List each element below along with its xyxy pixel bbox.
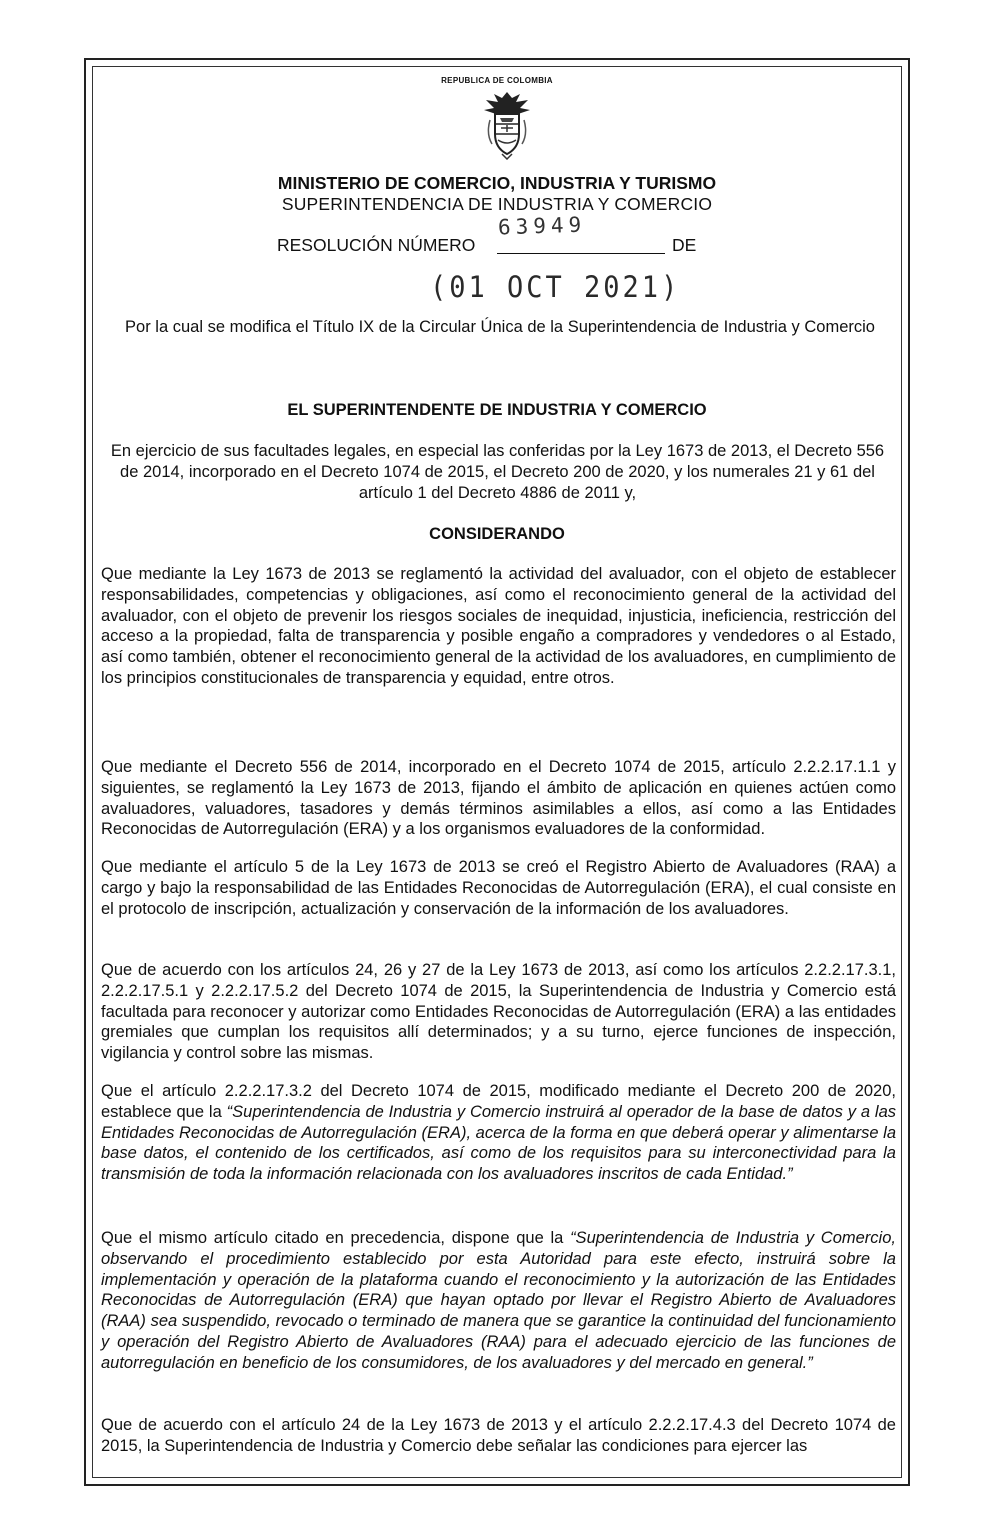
legal-basis: En ejercicio de sus facultades legales, en especial las conferidas por la Ley 1673 de 2013, el Decreto 556 de 2014, incorporado en el Decreto 1074 de 2015, el Decreto 200 de 2020, y los numerales 21 y 61 del artículo 1 del Decreto 4886 de 2011 y, [110, 442, 885, 502]
paragraph-6-intro: Que el mismo artículo citado en precedencia, dispone que la [101, 1229, 571, 1247]
country-heading: REPUBLICA DE COLOMBIA [441, 76, 553, 85]
considering-paragraph-7: Que de acuerdo con el artículo 24 de la Ley 1673 de 2013 y el artículo 2.2.2.17.4.3 del Decreto 1074 de 2015, la Superintendencia de Industria y Comercio debe señalar las condiciones para ejercer las [101, 1416, 896, 1455]
resolution-subject: Por la cual se modifica el Título IX de la Circular Única de la Superintendencia de Industria y Comercio [125, 318, 875, 336]
resolution-label: RESOLUCIÓN NÚMERO [277, 235, 476, 255]
considering-heading: CONSIDERANDO [429, 525, 565, 543]
coat-of-arms-icon [480, 90, 534, 160]
paragraph-5-quote: “Superintendencia de Industria y Comercio instruirá al operador de la base de datos y a las Entidades Reconocidas de Autorregulación (ERA), acerca de la forma en que deberá operar y alimentarse la base datos, el contenido de los certificados, así como de los requisitos para su interconectividad para la transmisión de toda la información relacionada con los avaluadores inscritos de cada Entidad.” [101, 1102, 896, 1184]
de-label: DE [672, 235, 697, 255]
authority-title: EL SUPERINTENDENTE DE INDUSTRIA Y COMERCIO [287, 401, 707, 419]
considering-paragraph-5 [101, 1081, 896, 1185]
considering-paragraph-3: Que mediante el artículo 5 de la Ley 1673 de 2013 se creó el Registro Abierto de Avaluadores (RAA) a cargo y bajo la responsabilidad de las Entidades Reconocidas de Autorregulación (ERA), el cual consiste en el protocolo de inscripción, actualización y conservación de la información de los avaluadores. [101, 858, 896, 918]
resolution-number-line [497, 253, 665, 254]
agency-name: SUPERINTENDENCIA DE INDUSTRIA Y COMERCIO [281, 194, 713, 214]
considering-paragraph-4: Que de acuerdo con los artículos 24, 26 y 27 de la Ley 1673 de 2013, así como los artículos 2.2.2.17.3.1, 2.2.2.17.5.1 y 2.2.2.17.5.2 del Decreto 1074 de 2015, la Superintendencia de Industria y Comercio está facultada para reconocer y autorizar como Entidades Reconocidas de Autorregulación (ERA) a las entidades gremiales que cumplan los requisitos allí determinados; y a su turno, ejerce funciones de inspección, vigilancia y control sobre las mismas. [101, 961, 896, 1063]
resolution-number-stamp: 63949 [497, 212, 587, 240]
considering-paragraph-2: Que mediante el Decreto 556 de 2014, incorporado en el Decreto 1074 de 2015, artículo 2.2.2.17.1.1 y siguientes, se reglamentó la Ley 1673 de 2013, fijando el ámbito de aplicación en quienes actúen como avaluadores, valuadores, tasadores y demás términos asimilables a ellos, así como a las Entidades Reconocidas de Autorregulación (ERA) y a los organismos evaluadores de la conformidad. [101, 758, 896, 839]
considering-paragraph-1: Que mediante la Ley 1673 de 2013 se reglamentó la actividad del avaluador, con el objeto de establecer responsabilidades, competencias y obligaciones, así como el reconocimiento general de la actividad del avaluador, con el objeto de prevenir los riesgos sociales de inequidad, injusticia, ineficiencia, restricción del acceso a la propiedad, falta de transparencia y posible engaño a compradores y vendedores o al Estado, así como también, obtener el reconocimiento general de la actividad de los avaluadores, en cumplimiento de los principios constitucionales de transparencia y equidad, entre otros. [101, 565, 896, 687]
paragraph-6-quote: “Superintendencia de Industria y Comercio, observando el procedimiento establecido por esta Autoridad para este efecto, instruirá sobre la implementación y operación de la plataforma cuando el reconocimiento y la autorización de las Entidades Reconocidas de Autorregulación (ERA) que hayan optado por llevar el Registro Abierto de Avaluadores (RAA) sea suspendido, revocado o terminado de manera que se garantice la continuidad del funcionamiento y operación del Registro Abierto de Avaluadores (RAA) para el adecuado ejercicio de las funciones de autorregulación en beneficio de los consumidores, de los avaluadores y del mercado en general.” [101, 1229, 896, 1372]
paragraph-5-intro: Que el artículo 2.2.2.17.3.2 del Decreto 1074 de 2015, modificado mediante el Decreto 200 de 2020, establece que la [101, 1082, 896, 1121]
ministry-name: MINISTERIO DE COMERCIO, INDUSTRIA Y TURISMO [277, 173, 717, 193]
date-stamp: (01 OCT 2021) [430, 270, 681, 305]
considering-paragraph-6 [101, 1228, 896, 1374]
